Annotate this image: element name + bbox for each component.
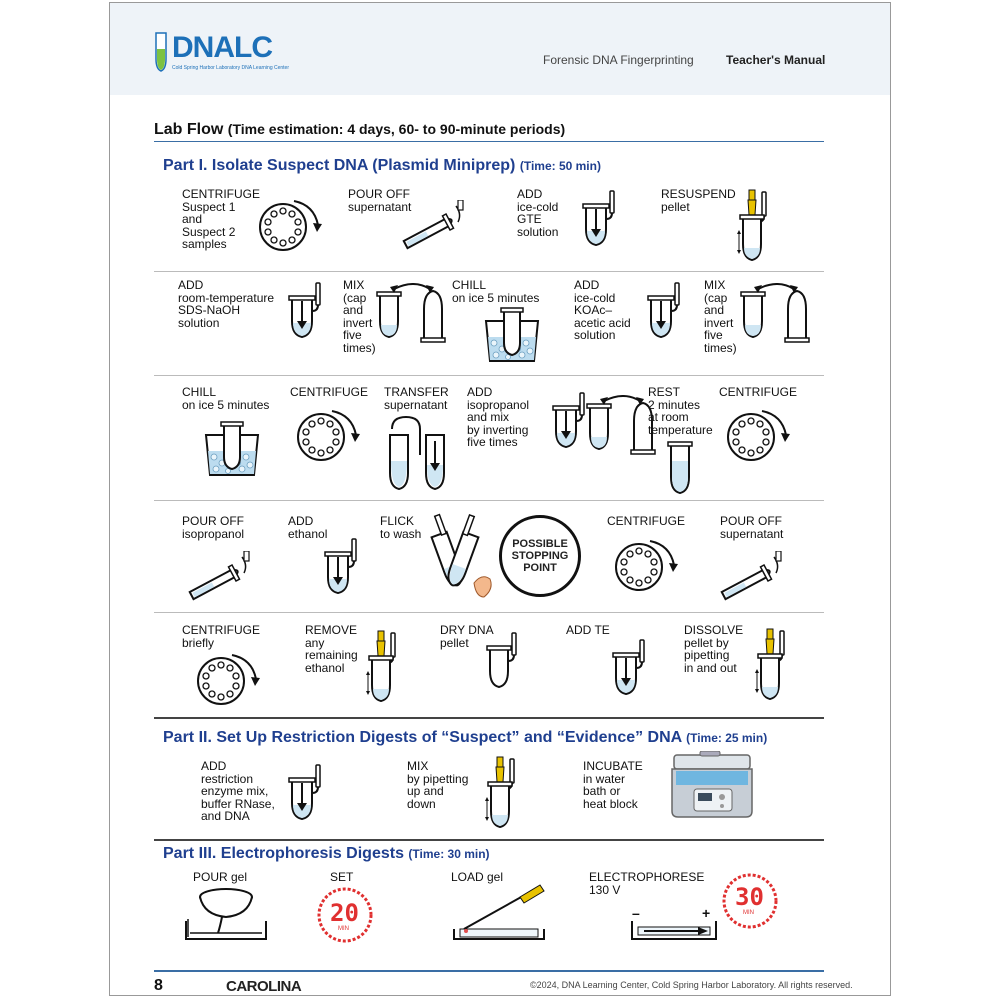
- step-chill-ice: CHILL on ice 5 minutes: [452, 278, 540, 305]
- add-reagent-tube-icon: [610, 633, 650, 703]
- course-title: Forensic DNA Fingerprinting: [543, 53, 694, 67]
- dnalc-logo: [150, 27, 290, 73]
- part2-time: (Time: 25 min): [686, 731, 768, 745]
- add-reagent-tube-icon: [286, 281, 326, 341]
- step-dissolve-pellet: DISSOLVE pellet by pipetting in and out: [684, 623, 744, 675]
- centrifuge-icon: [296, 405, 366, 465]
- copyright: ©2024, DNA Learning Center, Cold Spring Harbor Laboratory. All rights reserved.: [530, 980, 853, 990]
- add-reagent-tube-icon: [322, 527, 362, 607]
- part3-title-text: Part III. Electrophoresis Digests: [163, 845, 404, 862]
- section-divider: [154, 839, 824, 841]
- lab-flow-heading: [154, 121, 565, 139]
- step-add-gte: ADD ice-cold GTE solution: [517, 187, 559, 239]
- flick-tubes-icon: [424, 513, 494, 601]
- centrifuge-icon: [614, 535, 684, 595]
- lab-flow-title: Lab Flow: [154, 121, 224, 138]
- pour-tube-icon: [398, 200, 468, 250]
- step-chill-ice: CHILL on ice 5 minutes: [182, 385, 270, 412]
- part1-title: [163, 157, 601, 175]
- pipette-tube-icon: [365, 629, 405, 709]
- step-dry-pellet: DRY DNA pellet: [440, 623, 494, 650]
- transfer-tubes-icon: [386, 415, 456, 493]
- step-add-ethanol: ADD ethanol: [288, 514, 328, 541]
- invert-tubes-icon: [738, 283, 818, 343]
- step-pour-gel: POUR gel: [193, 870, 248, 884]
- step-centrifuge: CENTRIFUGE: [607, 514, 685, 528]
- part1-title-text: Part I. Isolate Suspect DNA (Plasmid Miniprep): [163, 157, 516, 174]
- pour-gel-icon: [182, 881, 272, 945]
- part3-time: (Time: 30 min): [408, 847, 490, 861]
- lab-flow-estimate: (Time estimation: 4 days, 60- to 90-minute periods): [227, 121, 566, 137]
- ice-bucket-icon: [482, 303, 542, 363]
- add-reagent-tube-icon: [286, 763, 326, 823]
- page-header: [110, 3, 890, 95]
- step-transfer-supernatant: TRANSFER supernatant: [384, 385, 449, 412]
- step-add-enzyme-mix: ADD restriction enzyme mix, buffer RNase, and DNA: [201, 759, 275, 823]
- water-bath-icon: [668, 751, 758, 823]
- step-add-koac: ADD ice-cold KOAc– acetic acid solution: [574, 278, 631, 342]
- step-centrifuge: CENTRIFUGE: [290, 385, 368, 399]
- step-centrifuge: CENTRIFUGE: [719, 385, 797, 399]
- add-reagent-tube-icon: [580, 189, 620, 249]
- divider: [154, 500, 824, 501]
- pour-tube-icon: [716, 551, 786, 601]
- step-rest: REST 2 minutes at room temperature: [648, 385, 713, 437]
- pour-tube-icon: [184, 551, 254, 601]
- page-number: 8: [154, 977, 163, 994]
- load-gel-icon: [450, 883, 550, 945]
- stopping-point-badge: POSSIBLE STOPPING POINT: [499, 515, 581, 597]
- plus-label: +: [702, 905, 711, 921]
- dna-tube-icon: [150, 29, 172, 73]
- step-mix-invert: MIX (cap and invert five times): [704, 278, 737, 355]
- timer-set-unit: MIN: [338, 926, 349, 932]
- pipette-tube-icon: [736, 188, 776, 268]
- section-divider: [154, 717, 824, 719]
- empty-tube-icon: [484, 631, 524, 691]
- divider: [154, 375, 824, 376]
- timer-set-value: 20: [330, 899, 359, 927]
- step-centrifuge-briefly: CENTRIFUGE briefly: [182, 623, 260, 650]
- step-incubate: INCUBATE in water bath or heat block: [583, 759, 643, 811]
- step-resuspend-pellet: RESUSPEND pellet: [661, 187, 736, 214]
- timer-run-value: 30: [735, 883, 764, 911]
- step-electrophorese: ELECTROPHORESE 130 V: [589, 870, 705, 897]
- step-pour-off-supernatant: POUR OFF supernatant: [720, 514, 784, 541]
- minus-label: –: [632, 905, 640, 921]
- pipette-tube-icon: [754, 627, 794, 707]
- invert-tubes-icon: [374, 283, 454, 343]
- timer-run-unit: MIN: [743, 910, 754, 916]
- step-flick-wash: FLICK to wash: [380, 514, 422, 541]
- logo-subtitle: Cold Spring Harbor Laboratory DNA Learning Center: [172, 65, 290, 71]
- tube-icon: [666, 437, 696, 497]
- step-add-isopropanol: ADD isopropanol and mix by inverting five times: [467, 385, 530, 449]
- manual-label: Teacher's Manual: [726, 53, 826, 67]
- ice-bucket-icon: [202, 417, 262, 477]
- centrifuge-icon: [196, 649, 266, 709]
- part3-title: [163, 845, 490, 863]
- step-add-sds-naoh: ADD room-temperature SDS-NaOH solution: [178, 278, 275, 330]
- logo-text: DNALC: [172, 31, 272, 64]
- step-load-gel: LOAD gel: [451, 870, 504, 884]
- pipette-tube-icon: [484, 755, 524, 835]
- step-pour-off-isopropanol: POUR OFF isopropanol: [182, 514, 245, 541]
- divider: [154, 271, 824, 272]
- add-reagent-tube-icon: [645, 281, 685, 341]
- manual-page: [109, 2, 891, 996]
- divider: [154, 141, 824, 142]
- step-mix-pipetting: MIX by pipetting up and down: [407, 759, 469, 811]
- part1-time: (Time: 50 min): [519, 159, 601, 173]
- step-set: SET: [330, 870, 354, 884]
- centrifuge-icon: [258, 195, 328, 255]
- step-mix-invert: MIX (cap and invert five times): [343, 278, 376, 355]
- carolina-logo: CAROLINA: [226, 978, 302, 995]
- part2-title: [163, 729, 767, 747]
- footer-divider: [154, 970, 824, 972]
- part2-title-text: Part II. Set Up Restriction Digests of “Suspect” and “Evidence” DNA: [163, 729, 682, 746]
- centrifuge-icon: [726, 405, 796, 465]
- divider: [154, 612, 824, 613]
- step-remove-ethanol: REMOVE any remaining ethanol: [305, 623, 358, 675]
- step-pour-off-supernatant: POUR OFF supernatant: [348, 187, 412, 214]
- step-add-te: ADD TE: [566, 623, 610, 637]
- step-centrifuge-samples: CENTRIFUGE Suspect 1 and Suspect 2 samples: [182, 187, 260, 251]
